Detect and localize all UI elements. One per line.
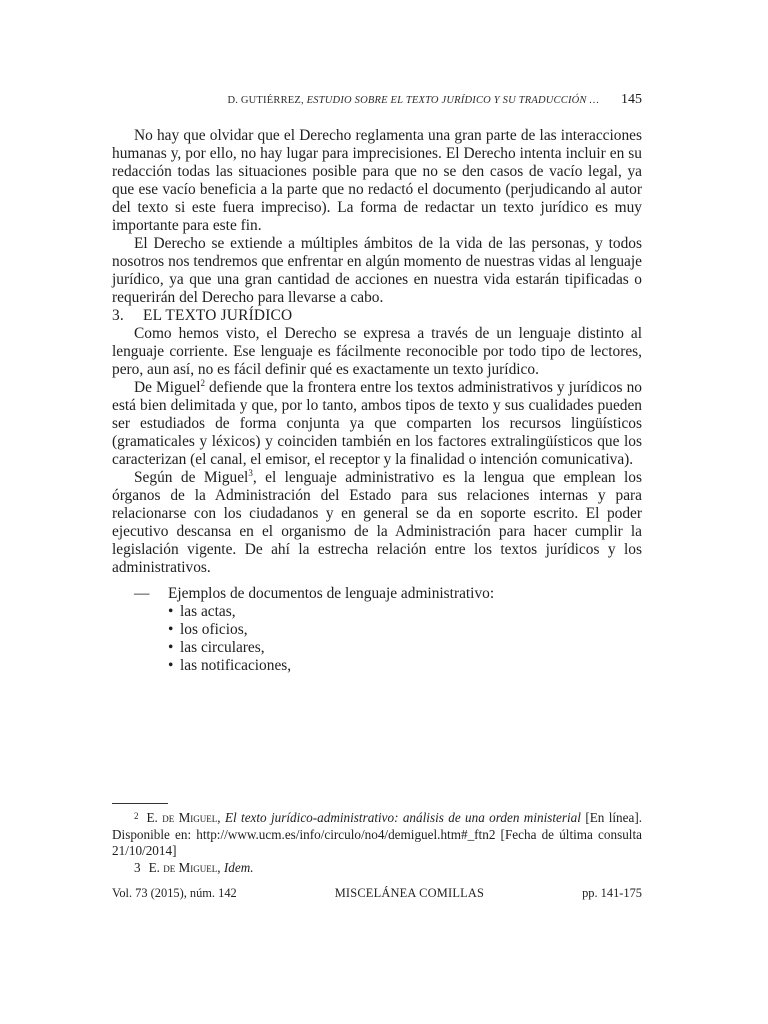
page-footer — [112, 886, 642, 901]
paragraph-2: El Derecho se extiende a múltiples ámbitos de la vida de las personas, y todos nosotros nos tendremos que enfrentar en algún momento de nuestras vidas al lenguaje jurídico, ya que una gran cantidad de acciones en nuestra vida estarán tipificadas o requerirán del Derecho para llevarse a cabo. — [112, 235, 642, 306]
paragraph-5 — [112, 469, 642, 577]
footnote-3: 3 E. de Miguel, Idem. — [134, 859, 254, 875]
paragraph-5-start: Según de Miguel — [134, 469, 249, 486]
list-intro — [112, 585, 642, 603]
page-number: 145 — [621, 92, 642, 107]
section-number: 3. — [112, 307, 124, 324]
paragraph-4-start: De Miguel — [134, 379, 201, 396]
main-text — [112, 127, 642, 675]
footer-pages: pp. 141-175 — [582, 886, 642, 900]
footnote-marker: 3 — [134, 859, 141, 875]
list-item: • las actas, — [168, 603, 236, 620]
footnote-author: de Miguel — [162, 810, 218, 825]
footer-journal: MISCELÁNEA COMILLAS — [334, 886, 485, 900]
header-author: D. GUTIÉRREZ, — [227, 95, 304, 106]
section-heading — [112, 307, 642, 325]
paragraph-5-rest: , el lenguaje administrativo es la lengua que emplean los órganos de la Administración del Estado para sus relaciones internas y para relacionarse con los ciudadanos y en general se da en soporte escrito. El poder ejecutivo descansa en el organismo de la Administración para hacer cumplir la legislación vigente. De ahí la estrecha relación entre los textos jurídicos y los administrativos. — [112, 469, 642, 576]
dash-marker: — — [134, 585, 150, 602]
running-header — [112, 92, 642, 108]
list-intro-text: Ejemplos de documentos de lenguaje administrativo: — [168, 585, 495, 602]
running-title — [227, 95, 599, 106]
paragraph-4 — [112, 379, 642, 469]
footnote-author: de Miguel — [163, 859, 218, 875]
footnotes — [112, 808, 642, 876]
header-title: ESTUDIO SOBRE EL TEXTO JURÍDICO Y SU TRADUCCIÓN … — [306, 95, 599, 106]
paragraph-1: No hay que olvidar que el Derecho reglamenta una gran parte de las interacciones humanas y, por ello, no hay lugar para imprecisiones. El Derecho intenta incluir en su redacción todas las situaciones posible para que no se den casos de vacío legal, ya que ese vacío beneficia a la parte que no redactó el documento (perjudicando al autor del texto si este fuera impreciso). La forma de redactar un texto jurídico es muy importante para este fin. — [112, 127, 642, 234]
footnote-ref-3[interactable]: 3 — [248, 467, 253, 478]
footnote-title: Idem. — [223, 859, 254, 875]
footnote-title: El texto jurídico-administrativo: análisis de una orden ministerial — [224, 810, 581, 825]
footnote-ref-2[interactable]: 2 — [200, 377, 205, 388]
footnote-2: $^2$ E. de Miguel, El texto jurídico-administrativo: análisis de una orden ministerial [En línea]. Disponible en: http://www.ucm.es/info/circulo/no4/demiguel.htm#_ftn2 [Fecha de última consulta 21/10/2014] — [112, 810, 643, 858]
list-item: • las circulares, — [168, 639, 265, 656]
section-title: EL TEXTO JURÍDICO — [143, 307, 293, 324]
bullet-icon: • — [168, 603, 174, 620]
document-types-list — [112, 603, 642, 675]
bullet-icon: • — [168, 657, 174, 674]
footnote-link[interactable]: [En línea]. Disponible en: http://www.ucm.es/info/circulo/no4/demiguel.htm#_ftn2 [Fecha de última consulta 21/10/2014] — [112, 810, 643, 858]
paragraph-3: Como hemos visto, el Derecho se expresa a través de un lenguaje distinto al lenguaje corriente. Ese lenguaje es fácilmente reconocible por todo tipo de lectores, pero, aun así, no es fácil definir qué es exactamente un texto jurídico. — [112, 325, 642, 378]
list-item: • los oficios, — [168, 621, 248, 638]
footer-volume: Vol. 73 (2015), núm. 142 — [112, 886, 237, 900]
bullet-icon: • — [168, 621, 174, 638]
footnote-divider — [112, 803, 168, 804]
paragraph-4-rest: defiende que la frontera entre los textos administrativos y jurídicos no está bien delimitada y que, por lo tanto, ambos tipos de texto y sus cualidades pueden ser estudiados de forma conjunta ya que comparten los recursos lingüísticos (gramaticales y léxicos) y coinciden también en los factores extralingüísticos que los caracterizan (el canal, el emisor, el receptor y la finalidad o intención comunicativa). — [112, 379, 642, 468]
footnote-marker: 2 — [134, 811, 139, 821]
bullet-icon: • — [168, 639, 174, 656]
list-item: • las notificaciones, — [168, 657, 292, 674]
